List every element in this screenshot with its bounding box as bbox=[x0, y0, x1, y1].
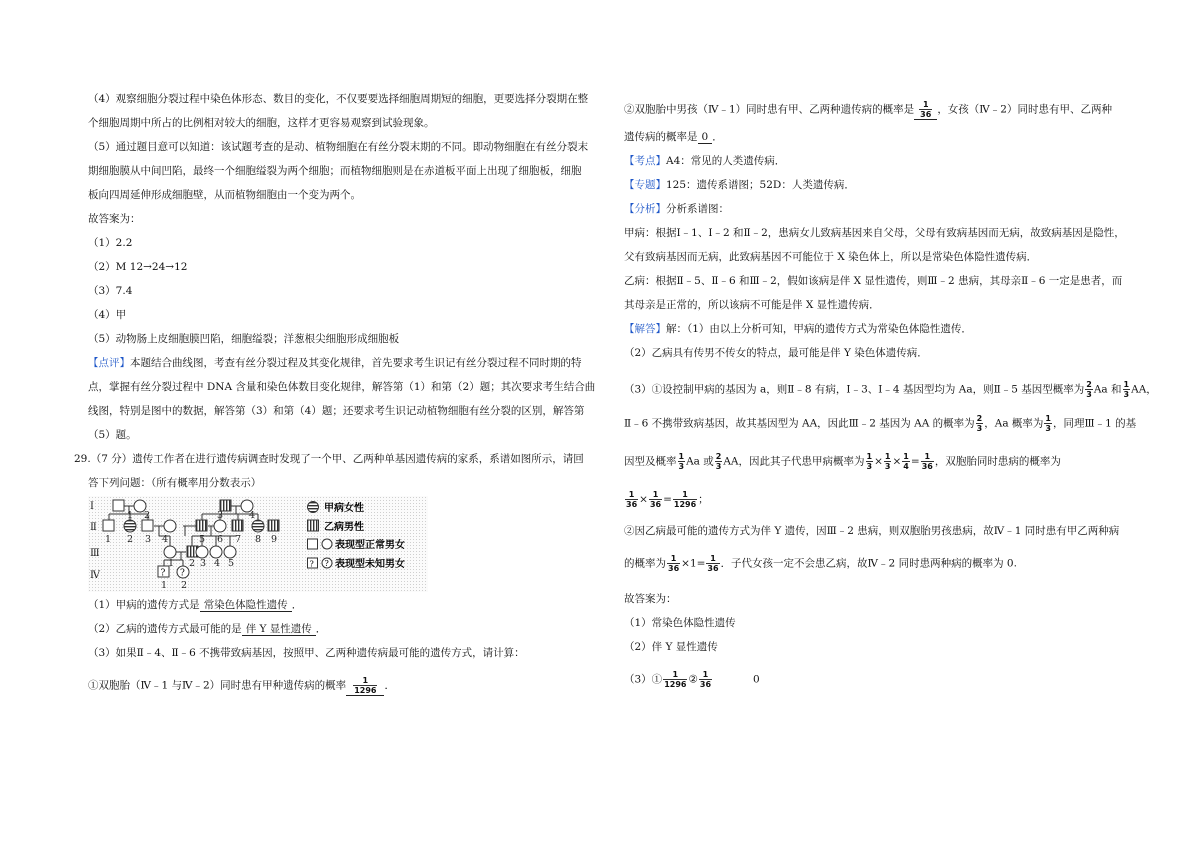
gen-III-5 bbox=[224, 546, 236, 558]
conclusion-line-2 bbox=[624, 554, 1124, 592]
fraction-1-36: $\frac{1}{36}$ bbox=[920, 100, 932, 119]
unknown-mark-IV-2: ? bbox=[180, 568, 185, 579]
fraction-2-3: $\frac{2}{3}$ bbox=[715, 452, 722, 471]
num-III-2: 2 bbox=[189, 558, 196, 569]
fenxi-tag: 【分析】 bbox=[624, 203, 666, 215]
right-line-b2: 遗传病的概率是 0 ． bbox=[624, 131, 723, 143]
answer-1: （1）2.2 bbox=[88, 237, 133, 249]
legend-label-2: 乙病男性 bbox=[324, 522, 364, 533]
sub-question-3a: ①双胞胎（Ⅳ﹣1 与Ⅳ﹣2）同时患有甲种遗传病的概率 $\frac{1}{1296}$ ． bbox=[88, 676, 395, 695]
num-III-4: 4 bbox=[214, 558, 221, 569]
fraction-1-3: $\frac{1}{3}$ bbox=[884, 452, 891, 471]
final-answer-1: （1）常染色体隐性遗传 bbox=[624, 617, 736, 629]
sub-question-2-answer: 伴 Y 显性遗传 bbox=[242, 623, 316, 636]
generation-label-III: Ⅲ bbox=[90, 548, 100, 559]
fraction-1-3: $\frac{1}{3}$ bbox=[1123, 380, 1130, 399]
gen-I-1-normal-male bbox=[113, 500, 124, 511]
generation-label-II: Ⅱ bbox=[90, 522, 97, 533]
calc-3-text-b: Aa 或 bbox=[686, 455, 714, 468]
sub-question-3: （3）如果Ⅱ﹣4、Ⅱ﹣6 不携带致病基因，按照甲、乙两种遗传病最可能的遗传方式，请计算： bbox=[88, 647, 525, 659]
question-number: 29. bbox=[74, 453, 91, 465]
zhuanti-text: 125：遗传系谱图；52D：人类遗传病． bbox=[666, 179, 855, 191]
final-answer-3-zero: 0 bbox=[753, 673, 760, 686]
calc-3-text-d: ，双胞胎同时患病的概率为 bbox=[934, 455, 1061, 468]
fraction-1-1296: $\frac{1}{1296}$ bbox=[673, 490, 697, 509]
times-sign: × bbox=[892, 455, 902, 468]
legend-normal-female-symbol bbox=[322, 539, 332, 549]
legend-unknown-mark-2: ? bbox=[324, 559, 329, 568]
fraction-1-1296: $\frac{1}{1296}$ bbox=[664, 670, 687, 689]
calc-2-text-c: ，同理Ⅲ﹣1 的基 bbox=[1053, 417, 1137, 430]
sub-question-1: （1）甲病的遗传方式是 常染色体隐性遗传 ． bbox=[88, 599, 303, 611]
b1-answer bbox=[914, 100, 937, 120]
legend-label-3: 表现型正常男女 bbox=[335, 540, 405, 551]
legend-unknown-mark-1: ? bbox=[309, 559, 314, 569]
conclusion-2-text-b: ×1= bbox=[681, 557, 706, 570]
kaodian-line bbox=[624, 154, 1124, 178]
num-I-1: 1 bbox=[127, 510, 134, 521]
gen-II-1 bbox=[103, 520, 114, 531]
generation-label-IV: Ⅳ bbox=[90, 570, 100, 581]
zhuanti-line bbox=[624, 178, 1124, 202]
paragraph-4-line-2: 个细胞周期中所占的比例相对较大的细胞，这样才更容易观察到试验现象。 bbox=[88, 117, 435, 129]
equals-sign: = bbox=[910, 455, 920, 468]
num-II-8: 8 bbox=[255, 534, 262, 545]
paragraph-5-line-3: 板向四周延伸形成细胞壁，从而植物细胞由一个变为两个。 bbox=[88, 189, 361, 201]
generation-label-I: Ⅰ bbox=[90, 501, 94, 512]
right-line-b1 bbox=[624, 100, 1124, 130]
gen-II-2-affected-female bbox=[124, 520, 136, 532]
sub-question-1-answer: 常染色体隐性遗传 bbox=[200, 599, 292, 612]
num-II-4: 4 bbox=[162, 534, 169, 545]
num-III-5: 5 bbox=[228, 558, 235, 569]
question-29-text-1: （7 分）遗传工作者在进行遗传病调查时发现了一个甲、乙两种单基因遗传病的家系，系谱如图所示，请回 bbox=[90, 453, 584, 465]
legend-affected-male-symbol bbox=[308, 520, 319, 531]
jieda-line-2: （2）乙病具有传男不传女的特点，最可能是伴 Y 染色体遗传病． bbox=[624, 347, 928, 359]
fraction-1-36: $\frac{1}{36}$ bbox=[707, 554, 719, 573]
final-answer-3-circle-2: ② bbox=[688, 673, 698, 686]
fraction-1-36: $\frac{1}{36}$ bbox=[921, 452, 933, 471]
num-II-2: 2 bbox=[127, 534, 134, 545]
times-sign: × bbox=[639, 493, 648, 506]
calc-1-text-c: AA， bbox=[1131, 383, 1157, 396]
final-answer-heading: 故答案为： bbox=[624, 593, 677, 605]
times-sign: × bbox=[874, 455, 883, 468]
paragraph-5-line-2: 期细胞膜从中间凹陷，最终一个细胞缢裂为两个细胞；而植物细胞则是在赤道板平面上出现了细胞板，细胞 bbox=[88, 165, 582, 177]
review-tag: 【点评】 bbox=[88, 357, 130, 369]
jia-line-2: 父有致病基因而无病，此致病基因不可能位于 X 染色体上，所以是常染色体隐性遗传病． bbox=[624, 251, 1038, 263]
answer-5: （5）动物肠上皮细胞膜凹陷，细胞缢裂；洋葱根尖细胞形成细胞板 bbox=[88, 333, 400, 345]
fraction-1-4: $\frac{1}{4}$ bbox=[903, 452, 909, 471]
jia-line-1: 甲病：根据Ⅰ﹣1、Ⅰ﹣2 和Ⅱ﹣2，患病女儿致病基因来自父母，父母有致病基因而无病，故致病基因是隐性， bbox=[624, 227, 1125, 239]
final-answer-2: （2）伴 Y 显性遗传 bbox=[624, 641, 718, 653]
unknown-mark-IV-1: ? bbox=[160, 568, 166, 579]
pedigree-figure bbox=[88, 496, 428, 592]
num-III-3: 3 bbox=[200, 558, 207, 569]
gen-III-1 bbox=[164, 546, 176, 558]
final-answer-3 bbox=[624, 670, 1124, 694]
calc-line-3 bbox=[624, 452, 1124, 490]
answer-2: （2）M 12→24→12 bbox=[88, 261, 188, 273]
num-II-6: 6 bbox=[217, 534, 224, 545]
equals-sign: = bbox=[663, 493, 672, 506]
b2-answer: 0 bbox=[698, 131, 713, 144]
jieda-tag: 【解答】 bbox=[624, 323, 666, 335]
question-29-line-2: 答下列问题：（所有概率用分数表示） bbox=[88, 477, 262, 489]
num-I-3: 3 bbox=[217, 510, 224, 521]
fraction-1-3: $\frac{1}{3}$ bbox=[866, 452, 873, 471]
fraction-1-1296: $\frac{1}{1296}$ bbox=[354, 676, 377, 695]
calc-line-1 bbox=[624, 380, 1157, 414]
calc-4-end: ； bbox=[698, 493, 709, 506]
gen-II-9-affected-male bbox=[268, 520, 279, 531]
legend-label-1: 甲病女性 bbox=[324, 503, 364, 514]
gen-II-6 bbox=[214, 520, 226, 532]
conclusion-line-1: ②因乙病最可能的遗传方式为伴 Y 遗传，因Ⅲ﹣2 患病，则双胞胎男孩患病，故Ⅳ﹣1 同时患有甲乙两种病 bbox=[624, 525, 1120, 537]
right-column bbox=[624, 100, 1157, 694]
yi-line-2: 其母亲是正常的，所以该病不可能是伴 X 显性遗传病． bbox=[624, 299, 880, 311]
calc-line-4 bbox=[624, 490, 1124, 524]
gen-II-7-affected-male bbox=[232, 520, 243, 531]
jieda-line bbox=[624, 322, 1124, 346]
legend-affected-female-symbol bbox=[308, 502, 319, 513]
yi-line-1: 乙病：根据Ⅱ﹣5、Ⅱ﹣6 和Ⅲ﹣2，假如该病是伴 X 显性遗传，则Ⅲ﹣2 患病，其母亲Ⅱ﹣6 一定是患者，而 bbox=[624, 275, 1123, 287]
num-I-2: 2 bbox=[144, 510, 151, 521]
num-III-1: 1 bbox=[168, 558, 175, 569]
final-answer-3-prefix: （3）① bbox=[624, 673, 663, 686]
legend-label-4: 表现型未知男女 bbox=[335, 559, 405, 570]
sub-question-1-text: （1）甲病的遗传方式是 bbox=[88, 599, 200, 611]
num-II-5: 5 bbox=[199, 534, 206, 545]
num-IV-1: 1 bbox=[161, 580, 168, 591]
kaodian-text: A4：常见的人类遗传病． bbox=[666, 155, 786, 167]
calc-3-text-a: 因型及概率 bbox=[624, 455, 677, 468]
fenxi-text: 分析系谱图： bbox=[666, 203, 729, 215]
calc-2-text-b: ，Aa 概率为 bbox=[984, 417, 1044, 430]
fraction-1-3: $\frac{1}{3}$ bbox=[678, 452, 685, 471]
b1-text: ②双胞胎中男孩（Ⅳ﹣1）同时患有甲、乙两种遗传病的概率是 bbox=[624, 103, 915, 116]
num-IV-2: 2 bbox=[181, 580, 188, 591]
gen-II-5-affected-male bbox=[196, 520, 207, 531]
calc-1-text-b: Aa 和 bbox=[1093, 383, 1122, 396]
sub-question-2: （2）乙病的遗传方式最可能的是 伴 Y 显性遗传 ． bbox=[88, 623, 327, 635]
calc-3-text-c: AA，因此其子代患甲病概率为 bbox=[723, 455, 865, 468]
num-I-4: 4 bbox=[249, 510, 256, 521]
num-II-7: 7 bbox=[235, 534, 242, 545]
fraction-2-3: $\frac{2}{3}$ bbox=[1086, 380, 1092, 399]
fraction-2-3: $\frac{2}{3}$ bbox=[976, 414, 983, 433]
gen-II-8-affected-female bbox=[252, 520, 264, 532]
num-II-1: 1 bbox=[105, 534, 112, 545]
sub-question-2-text: （2）乙病的遗传方式最可能的是 bbox=[88, 623, 242, 635]
sub-question-3a-text: ①双胞胎（Ⅳ﹣1 与Ⅳ﹣2）同时患有甲种遗传病的概率 bbox=[88, 679, 347, 692]
answer-4: （4）甲 bbox=[88, 309, 127, 321]
fraction-1-36: $\frac{1}{36}$ bbox=[699, 670, 712, 689]
question-29-line-1 bbox=[74, 452, 600, 476]
sub-question-3a-answer bbox=[346, 676, 384, 696]
paragraph-4-line-1: （4）观察细胞分裂过程中染色体形态、数目的变化，不仅要要选择细胞周期短的细胞，更要选择分裂期在整 bbox=[88, 93, 589, 105]
b2-text: 遗传病的概率是 bbox=[624, 131, 698, 143]
fraction-1-36: $\frac{1}{36}$ bbox=[668, 554, 680, 573]
review-line-2: 点，掌握有丝分裂过程中 DNA 含量和染色体数目变化规律，解答第（1）和第（2）题；其次要求考生结合曲 bbox=[88, 381, 596, 393]
gen-II-4 bbox=[164, 520, 176, 532]
b1-text-2: ，女孩（Ⅳ﹣2）同时患有甲、乙两种 bbox=[937, 103, 1112, 116]
fraction-1-36: $\frac{1}{36}$ bbox=[649, 490, 662, 509]
num-II-9: 9 bbox=[271, 534, 278, 545]
left-column bbox=[74, 92, 600, 700]
answer-3: （3）7.4 bbox=[88, 285, 133, 297]
fenxi-line bbox=[624, 202, 1124, 226]
conclusion-2-text-a: 的概率为 bbox=[624, 557, 666, 570]
jieda-text: 解：（1）由以上分析可知，甲病的遗传方式为常染色体隐性遗传． bbox=[666, 323, 972, 335]
zhuanti-tag: 【专题】 bbox=[624, 179, 666, 191]
gen-III-4 bbox=[210, 546, 222, 558]
conclusion-2-text-c: ．子代女孩一定不会患乙病，故Ⅳ﹣2 同时患两种病的概率为 0. bbox=[720, 557, 1017, 570]
paragraph-5-line-1: （5）通过题目意可以知道：该试题考查的是动、植物细胞在有丝分裂末期的不同。即动物细胞在有丝分裂末 bbox=[88, 141, 589, 153]
answer-heading: 故答案为： bbox=[88, 213, 141, 225]
pedigree-chart bbox=[88, 496, 428, 592]
calc-1-text-a: （3）①设控制甲病的基因为 a，则Ⅱ﹣8 有病，Ⅰ﹣3、Ⅰ﹣4 基因型均为 Aa，则Ⅱ﹣5 基因型概率为 bbox=[624, 383, 1085, 396]
review-line-3: 线图，特别是图中的数据，解答第（3）和第（4）题；还要求考生识记动植物细胞有丝分裂的区别，解答第 bbox=[88, 405, 585, 417]
legend-normal-male-symbol bbox=[308, 539, 318, 549]
num-II-3: 3 bbox=[145, 534, 152, 545]
review-line-4: （5）题。 bbox=[88, 429, 137, 441]
review-line-1 bbox=[88, 356, 600, 380]
calc-2-text-a: Ⅱ﹣6 不携带致病基因，故其基因型为 AA，因此Ⅲ﹣2 基因为 AA 的概率为 bbox=[624, 417, 975, 430]
kaodian-tag: 【考点】 bbox=[624, 155, 666, 167]
fraction-1-36: $\frac{1}{36}$ bbox=[626, 490, 638, 509]
gen-III-3 bbox=[196, 546, 208, 558]
fraction-1-3: $\frac{1}{3}$ bbox=[1045, 414, 1051, 433]
calc-line-2 bbox=[624, 414, 1137, 452]
review-text-1: 本题结合曲线图，考查有丝分裂过程及其变化规律，首先要求考生识记有丝分裂过程不同时期的特 bbox=[130, 357, 582, 369]
gen-II-3 bbox=[142, 520, 153, 531]
